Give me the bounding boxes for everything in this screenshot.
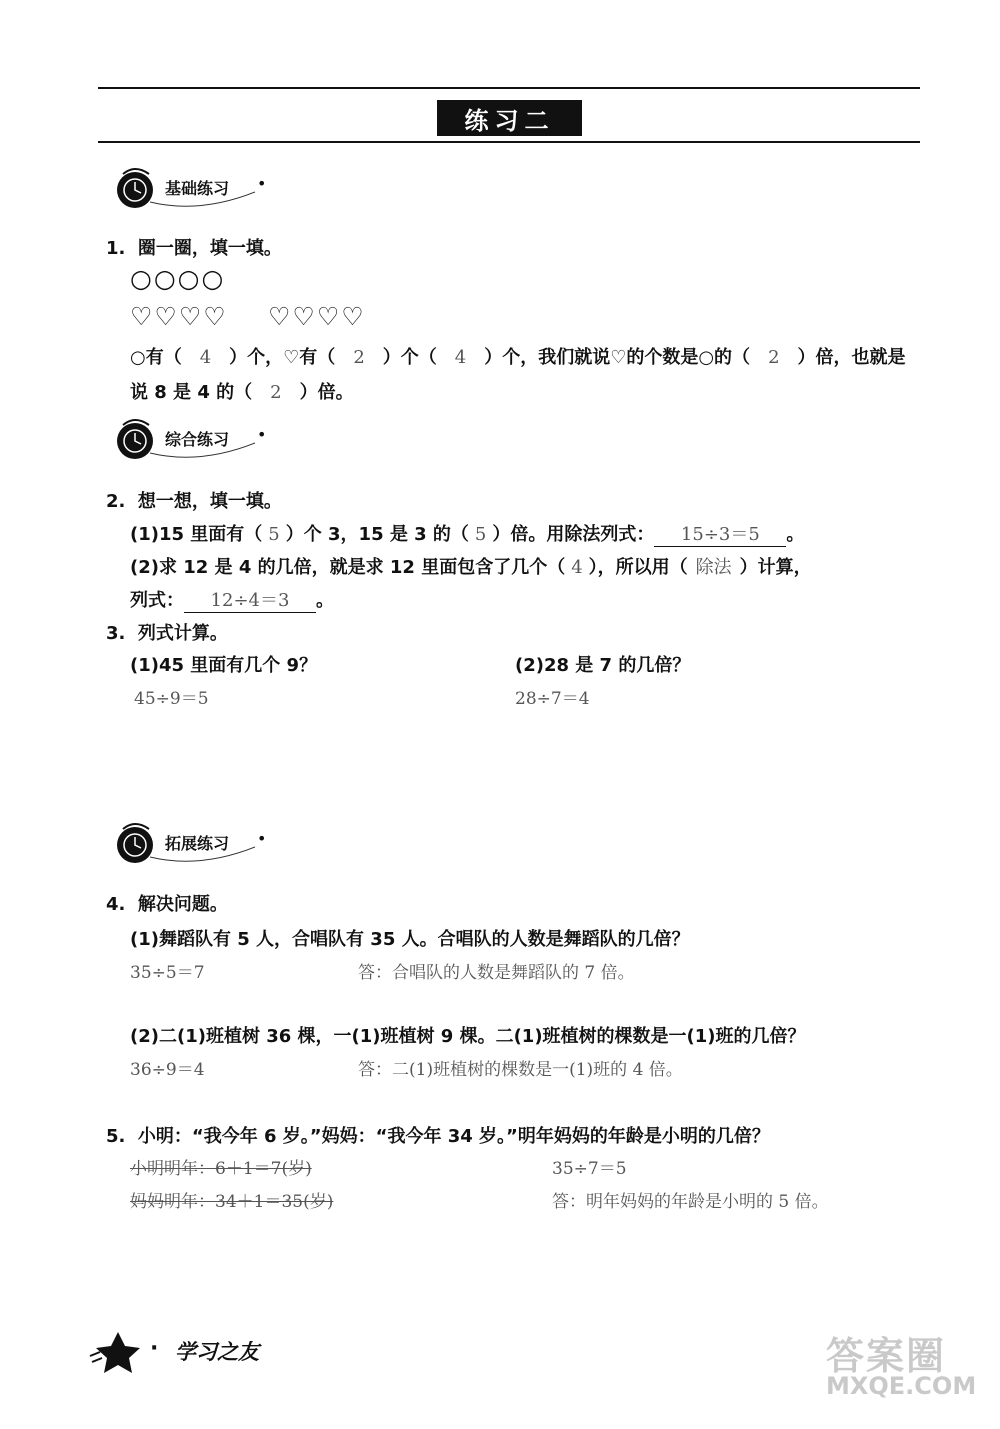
q4-heading bbox=[106, 890, 228, 916]
header-bottom-rule bbox=[98, 141, 920, 143]
q3-sub2: (2)28 是 7 的几倍？ bbox=[515, 655, 691, 676]
section-dot: • bbox=[257, 425, 267, 444]
q1-line1 bbox=[130, 343, 906, 369]
section-title-basic: 基础练习 bbox=[165, 179, 230, 198]
q1-text: ）个，我们就说♡的个数是○的（ bbox=[484, 347, 751, 368]
q4-answer-1: 答：合唱队的人数是舞蹈队的 7 倍。 bbox=[358, 963, 635, 983]
q2-text: ）倍。用除法列式： bbox=[492, 524, 655, 545]
q3-number: 3. bbox=[106, 623, 126, 644]
q5-number: 5. bbox=[106, 1126, 126, 1147]
q1-text: ）倍，也就是 bbox=[797, 347, 906, 368]
q2-answer-1: 5 bbox=[268, 524, 280, 545]
q1-text: ）个（ bbox=[382, 347, 437, 368]
q3-heading bbox=[106, 619, 228, 645]
q4-number: 4. bbox=[106, 894, 126, 915]
section-title-comprehensive: 综合练习 bbox=[165, 430, 230, 449]
q5-answer: 答：明年妈妈的年龄是小明的 5 倍。 bbox=[552, 1192, 829, 1212]
footer-dot: · bbox=[150, 1336, 159, 1361]
q3-answer-1: 45÷9＝5 bbox=[134, 689, 209, 709]
q4-calc-2: 36÷9＝4 bbox=[130, 1060, 205, 1080]
section-header-comprehensive bbox=[105, 413, 285, 473]
q1-text: 说 8 是 4 的（ bbox=[130, 382, 253, 403]
q5-calc: 35÷7＝5 bbox=[552, 1159, 627, 1179]
q1-text: ）倍。 bbox=[299, 382, 354, 403]
q1-answer-2: 2 bbox=[353, 347, 365, 368]
q3-sub1: (1)45 里面有几个 9？ bbox=[130, 655, 318, 676]
q2-answer-4: 4 bbox=[571, 557, 583, 578]
q4-sub2: (2)二(1)班植树 36 棵，一(1)班植树 9 棵。二(1)班植树的棵数是一(1)班的几倍？ bbox=[130, 1026, 806, 1047]
q2-text: 。 bbox=[316, 590, 334, 611]
footer-brand: 学习之友 bbox=[175, 1340, 259, 1364]
q4-prompt: 解决问题。 bbox=[137, 894, 228, 915]
q2-number: 2. bbox=[106, 491, 126, 512]
q1-line2 bbox=[130, 378, 354, 404]
q4-answer-2: 答：二(1)班植树的棵数是一(1)班的 4 倍。 bbox=[358, 1060, 683, 1080]
q2-answer-5: 除法 bbox=[695, 557, 732, 578]
section-title-extended: 拓展练习 bbox=[165, 834, 230, 853]
q5-heading bbox=[106, 1122, 770, 1148]
q1-heading bbox=[106, 234, 282, 260]
page-title: 练习二 bbox=[437, 100, 582, 136]
q3-answer-2: 28÷7＝4 bbox=[515, 689, 590, 709]
q4-sub1: (1)舞蹈队有 5 人，合唱队有 35 人。合唱队的人数是舞蹈队的几倍？ bbox=[130, 929, 690, 950]
q1-text: ）个，♡有（ bbox=[229, 347, 336, 368]
q1-answer-4: 2 bbox=[768, 347, 780, 368]
q5-work-1: 小明明年：6＋1＝7(岁) bbox=[130, 1159, 312, 1179]
q3-prompt: 列式计算。 bbox=[137, 623, 228, 644]
q2-text: ）个 3，15 是 3 的（ bbox=[285, 524, 469, 545]
q2-text: (2)求 12 是 4 的几倍，就是求 12 里面包含了几个（ bbox=[130, 557, 566, 578]
watermark-logo: 答案圈 bbox=[826, 1334, 947, 1378]
q5-work-2: 妈妈明年：34＋1＝35(岁) bbox=[130, 1192, 334, 1212]
q4-calc-1: 35÷5＝7 bbox=[130, 963, 205, 983]
q2-answer-3: 15÷3＝5 bbox=[654, 520, 786, 547]
q2-text: (1)15 里面有（ bbox=[130, 524, 263, 545]
q1-answer-1: 4 bbox=[199, 347, 212, 368]
q1-circles: ○○○○ bbox=[130, 264, 226, 293]
q2-answer-6: 12÷4＝3 bbox=[184, 586, 316, 613]
q2-text: ）计算， bbox=[739, 557, 812, 578]
q2-part1 bbox=[130, 520, 804, 547]
q1-answer-5: 2 bbox=[270, 382, 282, 403]
section-dot: • bbox=[257, 174, 267, 193]
q2-answer-2: 5 bbox=[474, 524, 487, 545]
q2-text: ），所以用（ bbox=[588, 557, 688, 578]
q2-heading bbox=[106, 487, 282, 513]
q2-prompt: 想一想，填一填。 bbox=[137, 491, 282, 512]
q1-text: ○有（ bbox=[130, 347, 182, 368]
section-header-basic bbox=[105, 162, 285, 222]
q1-answer-3: 4 bbox=[454, 347, 467, 368]
header-top-rule bbox=[98, 87, 920, 89]
q1-number: 1. bbox=[106, 238, 126, 259]
section-header-extended bbox=[105, 817, 285, 877]
q1-hearts-group-b: ♡♡♡♡ bbox=[268, 302, 366, 331]
section-dot: • bbox=[257, 829, 267, 848]
q2-part2 bbox=[130, 553, 812, 579]
watermark-url: MXQE.COM bbox=[826, 1372, 977, 1400]
q5-prompt: 小明：“我今年 6 岁。”妈妈：“我今年 34 岁。”明年妈妈的年龄是小明的几倍？ bbox=[137, 1126, 770, 1147]
star-icon bbox=[88, 1330, 140, 1374]
q1-hearts-group-a: ♡♡♡♡ bbox=[130, 302, 228, 331]
q1-prompt: 圈一圈，填一填。 bbox=[137, 238, 282, 259]
q2-text: 。 bbox=[786, 524, 805, 545]
q2-text: 列式： bbox=[130, 590, 184, 611]
q2-part3 bbox=[130, 586, 334, 613]
